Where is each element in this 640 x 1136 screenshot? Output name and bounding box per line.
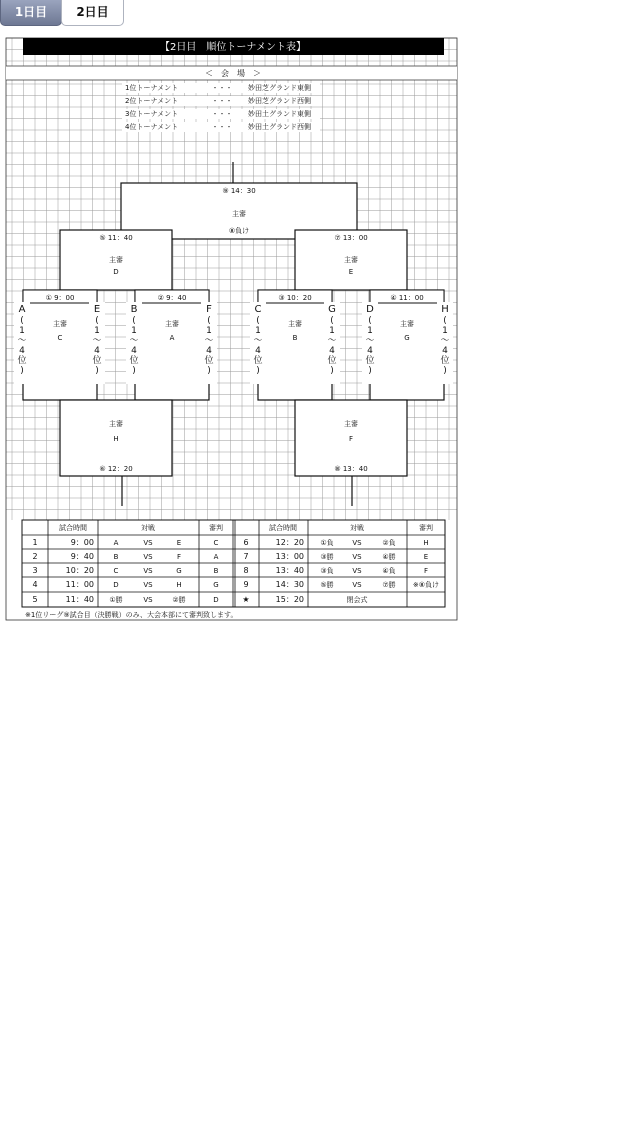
venue-place: 妙田芝グランド西側	[248, 97, 311, 105]
first-round-referee-label: 主審	[288, 320, 302, 328]
first-round-label: ① 9：00	[45, 294, 75, 302]
team-rank-char: (	[256, 316, 260, 326]
schedule-referee: D	[213, 596, 219, 604]
schedule-no: 2	[32, 552, 38, 561]
semi-right-label: ⑦ 13：00	[334, 234, 368, 242]
schedule-header-time: 試合時間	[269, 524, 297, 532]
schedule-header-time: 試合時間	[59, 524, 87, 532]
schedule-vs: VS	[352, 539, 362, 547]
schedule-table	[22, 520, 445, 607]
schedule-header-match: 対戦	[350, 524, 364, 532]
footnote: ※1位リーグ⑨試合目（決勝戦）のみ、大会本部にて審判致します。	[25, 611, 238, 619]
schedule-time: 11：00	[65, 580, 94, 589]
team-rank-char: )	[443, 366, 447, 376]
team-rank-char: 4	[367, 346, 373, 356]
team-rank-char: 〜	[365, 336, 375, 346]
schedule-vs: VS	[352, 553, 362, 561]
first-round-referee-label: 主審	[53, 320, 67, 328]
schedule-referee: G	[213, 581, 219, 589]
schedule-frame	[22, 520, 445, 607]
team-rank-char: (	[132, 316, 136, 326]
first-round-referee-label: 主審	[165, 320, 179, 328]
schedule-team-a: ①負	[320, 539, 334, 547]
schedule-no: 6	[243, 538, 249, 547]
team-rank-char: 1	[255, 326, 261, 336]
first-round-box	[135, 290, 209, 400]
team-rank-char: 〜	[17, 336, 27, 346]
schedule-referee: A	[213, 553, 219, 561]
team-rank-char: 4	[206, 346, 212, 356]
team-rank-char: 1	[329, 326, 335, 336]
final-match-label: ⑨ 14：30	[222, 187, 256, 195]
team-letter: D	[366, 304, 374, 315]
schedule-time: 13：00	[275, 552, 304, 561]
schedule-time: 14：30	[275, 580, 304, 589]
final-referee: ⑧負け	[228, 227, 250, 235]
schedule-team-a: ①勝	[109, 596, 123, 604]
first-round-box	[23, 290, 97, 400]
schedule-team-b: ②負	[382, 539, 396, 547]
team-rank-char: 4	[19, 346, 25, 356]
team-rank-char: )	[256, 366, 260, 376]
first-round-label: ④ 11：00	[390, 294, 424, 302]
team-rank-char: 〜	[129, 336, 139, 346]
schedule-team-a: ③負	[320, 567, 334, 575]
team-rank-char: (	[95, 316, 99, 326]
schedule-no: 8	[243, 566, 249, 575]
team-rank-char: 位	[365, 356, 375, 366]
schedule-team-a: C	[113, 567, 119, 575]
team-rank-char: 1	[19, 326, 25, 336]
schedule-referee: ※⑧負け	[412, 581, 440, 589]
venue-place: 妙田芝グランド東側	[248, 84, 311, 92]
schedule-referee: B	[213, 567, 219, 575]
team-letter: G	[328, 304, 336, 315]
schedule-team-a: D	[113, 581, 119, 589]
semi-left-label: ⑤ 11：40	[99, 234, 133, 242]
team-rank-char: 位	[327, 356, 337, 366]
team-rank-char: 1	[94, 326, 100, 336]
schedule-no: 1	[32, 538, 38, 547]
team-letter: A	[18, 304, 26, 315]
schedule-team-a: ⑤勝	[320, 581, 334, 589]
team-letter: F	[206, 304, 212, 315]
schedule-team-a: A	[113, 539, 119, 547]
venue-name: 2位トーナメント	[125, 97, 179, 105]
team-rank-char: )	[95, 366, 99, 376]
schedule-vs: VS	[143, 581, 153, 589]
schedule-event: 閉会式	[346, 596, 368, 604]
losers-left-referee: H	[113, 435, 119, 443]
first-round-label: ③ 10：20	[278, 294, 312, 302]
venue-place: 妙田土グランド東側	[248, 110, 311, 118]
schedule-referee: C	[213, 539, 219, 547]
schedule-vs: VS	[143, 596, 153, 604]
team-rank-char: (	[330, 316, 334, 326]
schedule-header-referee: 審判	[209, 524, 223, 532]
venue-place: 妙田土グランド西側	[248, 123, 311, 131]
first-round-label: ② 9：40	[157, 294, 187, 302]
schedule-team-b: ④勝	[382, 553, 396, 561]
schedule-no: 3	[32, 566, 38, 575]
team-letter: C	[254, 304, 262, 315]
schedule-time: 11：40	[65, 595, 94, 604]
page-title: 【2日目 順位トーナメント表】	[160, 42, 306, 53]
schedule-team-b: ⑦勝	[382, 581, 396, 589]
team-rank-char: 〜	[253, 336, 263, 346]
team-rank-char: 1	[442, 326, 448, 336]
schedule-referee: E	[423, 553, 429, 561]
team-rank-char: (	[20, 316, 24, 326]
schedule-team-a: B	[113, 553, 119, 561]
team-rank-char: 4	[329, 346, 335, 356]
schedule-vs: VS	[352, 567, 362, 575]
venue-name: 1位トーナメント	[125, 84, 179, 92]
schedule-time: 12：20	[275, 538, 304, 547]
venue-heading: ＜ 会 場 ＞	[205, 69, 261, 78]
losers-left-referee-label: 主審	[109, 420, 123, 428]
losers-right-referee-label: 主審	[344, 420, 358, 428]
team-rank-char: 位	[440, 356, 450, 366]
team-letter: H	[441, 304, 449, 315]
schedule-team-a: ③勝	[320, 553, 334, 561]
venue-dots: ・・・	[211, 84, 233, 92]
first-round-referee: B	[292, 334, 298, 342]
schedule-header-match: 対戦	[141, 524, 155, 532]
team-rank-char: 1	[367, 326, 373, 336]
schedule-no: 4	[32, 580, 38, 589]
team-rank-char: 1	[131, 326, 137, 336]
schedule-time: 13：40	[275, 566, 304, 575]
semi-left-referee-label: 主審	[109, 256, 123, 264]
team-rank-char: 4	[255, 346, 261, 356]
schedule-vs: VS	[352, 581, 362, 589]
team-letter: E	[93, 304, 101, 315]
losers-right-referee: F	[348, 435, 354, 443]
team-rank-char: 4	[94, 346, 100, 356]
first-round-box	[370, 290, 444, 400]
first-round-referee: G	[404, 334, 410, 342]
team-rank-char: 位	[92, 356, 102, 366]
team-rank-char: 1	[206, 326, 212, 336]
venue-dots: ・・・	[211, 97, 233, 105]
team-rank-char: )	[368, 366, 372, 376]
team-rank-char: 位	[17, 356, 27, 366]
team-rank-char: )	[330, 366, 334, 376]
semi-right-referee: E	[348, 268, 354, 276]
semi-right-referee-label: 主審	[344, 256, 358, 264]
schedule-time: 10：20	[65, 566, 94, 575]
first-round-referee-label: 主審	[400, 320, 414, 328]
team-rank-char: 位	[129, 356, 139, 366]
tab-day2[interactable]: 2日目	[61, 0, 124, 26]
schedule-time: 9：00	[70, 538, 94, 547]
schedule-team-b: ②勝	[172, 596, 186, 604]
team-rank-char: 〜	[204, 336, 214, 346]
schedule-referee: F	[423, 567, 429, 575]
venue-name: 3位トーナメント	[125, 110, 179, 118]
team-rank-char: )	[132, 366, 136, 376]
schedule-vs: VS	[143, 553, 153, 561]
team-rank-char: 〜	[440, 336, 450, 346]
schedule-no: 7	[243, 552, 249, 561]
venue-dots: ・・・	[211, 110, 233, 118]
schedule-vs: VS	[143, 539, 153, 547]
schedule-time: 15：20	[275, 595, 304, 604]
schedule-team-b: G	[176, 567, 182, 575]
schedule-header-referee: 審判	[419, 524, 433, 532]
first-round-referee: A	[169, 334, 175, 342]
first-round-referee: C	[57, 334, 63, 342]
tab-day1[interactable]: 1日目	[0, 0, 62, 26]
schedule-team-b: ④負	[382, 567, 396, 575]
schedule-time: 9：40	[70, 552, 94, 561]
losers-right-label: ⑧ 13：40	[334, 465, 368, 473]
team-rank-char: )	[20, 366, 24, 376]
schedule-referee: H	[423, 539, 429, 547]
team-rank-char: (	[207, 316, 211, 326]
schedule-team-b: F	[176, 553, 182, 561]
schedule-no: 9	[243, 580, 249, 589]
venue-name: 4位トーナメント	[125, 123, 179, 131]
team-rank-char: 4	[442, 346, 448, 356]
first-round-box	[258, 290, 332, 400]
schedule-team-b: E	[176, 539, 182, 547]
team-rank-char: 位	[204, 356, 214, 366]
final-referee-label: 主審	[232, 210, 246, 218]
team-rank-char: 〜	[92, 336, 102, 346]
schedule-vs: VS	[143, 567, 153, 575]
team-rank-char: 位	[253, 356, 263, 366]
team-rank-char: (	[443, 316, 447, 326]
team-letter: B	[130, 304, 138, 315]
team-rank-char: (	[368, 316, 372, 326]
schedule-no: 5	[32, 595, 38, 604]
team-rank-char: 4	[131, 346, 137, 356]
semi-left-referee: D	[113, 268, 119, 276]
schedule-no: ★	[242, 595, 250, 604]
venue-dots: ・・・	[211, 123, 233, 131]
schedule-team-b: H	[176, 581, 182, 589]
team-rank-char: 〜	[327, 336, 337, 346]
team-rank-char: )	[207, 366, 211, 376]
losers-left-label: ⑥ 12：20	[99, 465, 133, 473]
